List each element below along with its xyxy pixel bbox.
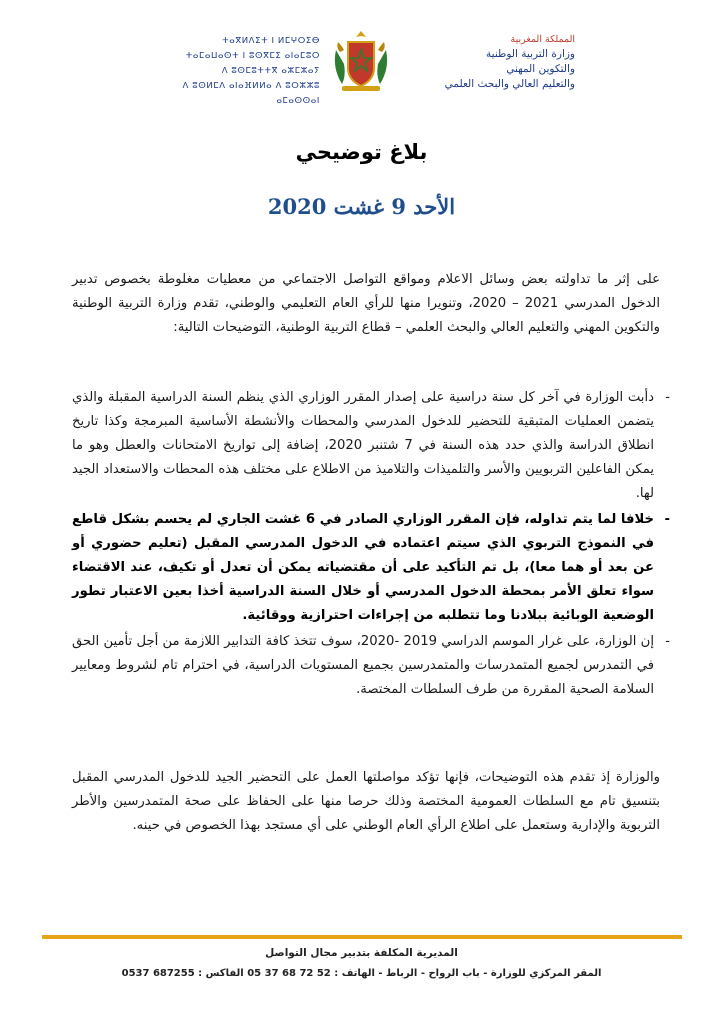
- list-item: [72, 630, 670, 702]
- list-item: [72, 508, 670, 628]
- footer-directorate: المديرية المكلفة بتدبير مجال التواصل: [265, 947, 458, 959]
- clarifications-list: [72, 386, 670, 704]
- tifinagh-line: ⴷ ⵓⵙⵎⵓⵜⵜⴳ ⴰⵣⵎⵣⴰⵢ: [221, 66, 320, 76]
- list-item-text: دأبت الوزارة في آخر كل سنة دراسية على إصدار المقرر الوزاري الذي ينظم السنة الدراسية المقبلة والذي يتضمن العمليات المتبقية للتحضير للدخول المدرسي والمحطات والأنشطة الأساسية المبرمجة وكذا تاريخ انطلاق الدراسة والذي حدد هذه السنة في 7 شتنبر 2020، إضافة إلى تواريخ الامتحانات والعطل وهو ما يمكن الفاعلين التربويين والأسر والتلميذات والتلاميذ من الاطلاع على مختلف هذه المحطات والاستعداد الجيد لها.: [72, 390, 654, 501]
- ministry-line: والتعليم العالي والبحث العلمي: [444, 78, 575, 90]
- tifinagh-line: ⵜⴰⴳⵍⴷⵉⵜ ⵏ ⵍⵎⵖⵔⵉⴱ: [222, 36, 320, 46]
- intro-paragraph: على إثر ما تداولته بعض وسائل الاعلام ومواقع التواصل الاجتماعي من معطيات مغلوطة بخصوص تدبير الدخول المدرسي 2021 – 2020، وتنويرا منها للرأي العام التعليمي والوطني، تقدم وزارة التربية الوطنية والتكوين المهني والتعليم العالي والبحث العلمي – قطاع التربية الوطنية، التوضيحات التالية:: [72, 272, 660, 335]
- tifinagh-line: ⴷ ⵓⵙⵍⵎⴷ ⴰⵏⴰⴼⵍⵍⴰ ⴷ ⵓⵔⵣⵣⵓ ⴰⵎⴰⵙⵙⴰⵏ: [182, 81, 320, 106]
- ministry-line: وزارة التربية الوطنية: [486, 48, 575, 60]
- footer-divider: [42, 935, 682, 939]
- document-title: بلاغ توضيحي: [295, 140, 428, 164]
- tifinagh-line: ⵜⴰⵎⴰⵡⴰⵙⵜ ⵏ ⵓⵙⴳⵎⵉ ⴰⵏⴰⵎⵓⵔ: [185, 51, 320, 61]
- bullet-dash: -: [664, 512, 670, 527]
- bullet-dash: -: [665, 634, 670, 649]
- document-date: الأحد 9 غشت 2020: [267, 194, 456, 219]
- list-item-text: إن الوزارة، على غرار الموسم الدراسي 2019 -2020، سوف تتخذ كافة التدابير اللازمة من أجل تأمين الحق في التمدرس لجميع المتمدرسات والمتمدرسين بجميع المستويات الدراسية، في احترام تام لشروط ومعايير السلامة الصحية المقررة من طرف السلطات المختصة.: [72, 634, 654, 697]
- closing-paragraph: والوزارة إذ تقدم هذه التوضيحات، فإنها تؤكد مواصلتها العمل على التحضير الجيد للدخول المدرسي المقبل بتنسيق تام مع السلطات العمومية المختصة وذلك حرصا منها على الحفاظ على صحة المتمدرسين والأطر التربوية والإدارية وستعمل على اطلاع الرأي العام الوطني على أي مستجد بهذا الخصوص في حينه.: [72, 770, 660, 833]
- kingdom-name: المملكة المغربية: [510, 34, 575, 45]
- list-item-text: خلافا لما يتم تداوله، فإن المقرر الوزاري الصادر في 6 غشت الجاري لم يحسم بشكل قاطع في النموذج التربوي الذي سيتم اعتماده في الدخول المدرسي المقبل (تعليم حضوري أو عن بعد أو هما معا)، بل تم التأكيد على أن مقتضياته يمكن أن تعدل أو تكيف، عند الاقتضاء سواء تعلق الأمر بمحطة الدخول المدرسي أو خلال السنة الدراسية أخذا بعين الاعتبار تطور الوضعية الوبائية ببلادنا وما تتطلبه من إجراءات احترازية ووقائية.: [72, 512, 654, 623]
- letterhead-tifinagh: [170, 34, 320, 109]
- bullet-dash: -: [665, 390, 670, 405]
- footer-address: المقر المركزي للوزارة - باب الرواح - الرباط - الهاتف : 52 72 68 37 05 الفاكس : 687255 0537: [121, 968, 602, 979]
- ministry-line: والتكوين المهني: [506, 63, 575, 75]
- coat-of-arms-icon: [328, 28, 394, 94]
- list-item: [72, 386, 670, 506]
- letterhead-arabic: [405, 32, 575, 92]
